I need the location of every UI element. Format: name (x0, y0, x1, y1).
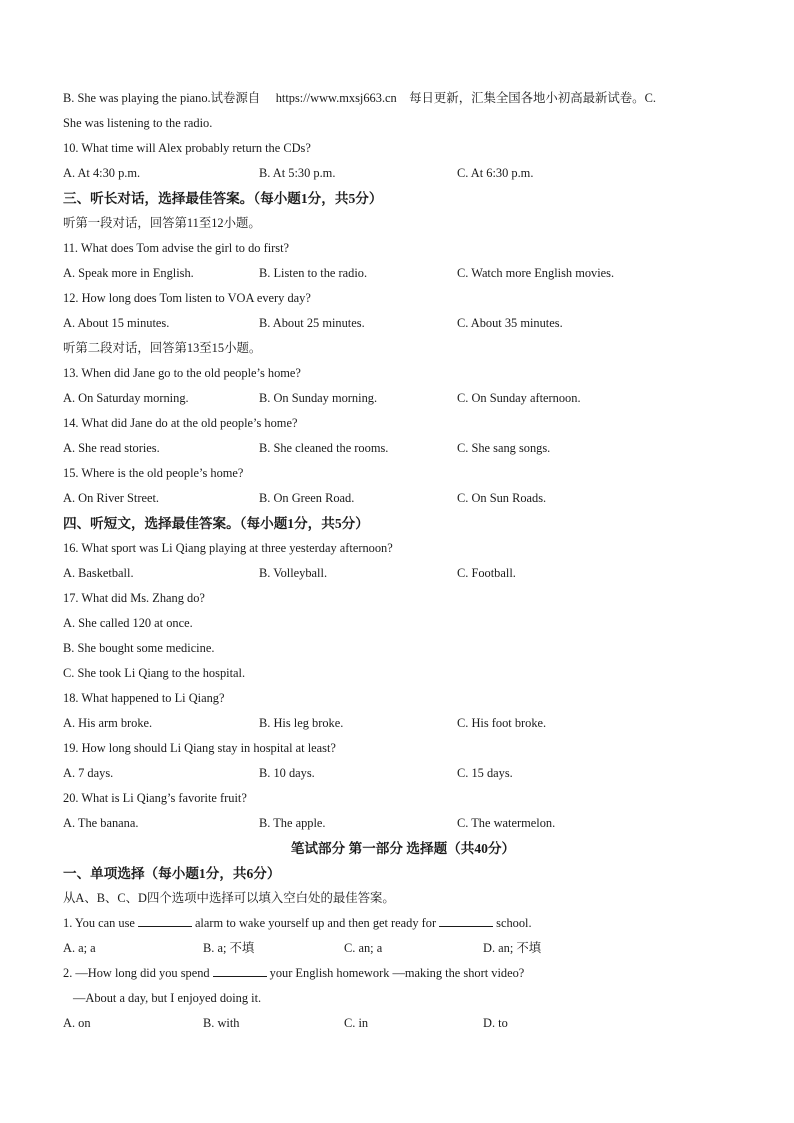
q19-options (63, 761, 743, 786)
q13-options (63, 386, 743, 411)
w-q1-option-b[interactable]: B. a; 不填 (203, 941, 255, 955)
q10-option-b[interactable]: B. At 5:30 p.m. (259, 166, 336, 180)
q10-option-c[interactable]: C. At 6:30 p.m. (457, 166, 534, 180)
q15-option-b[interactable]: B. On Green Road. (259, 491, 355, 505)
q10-options (63, 161, 743, 186)
q16-option-b[interactable]: B. Volleyball. (259, 566, 328, 580)
w-q2-option-b[interactable]: B. with (203, 1016, 240, 1030)
w-q1-part3: school. (496, 916, 532, 930)
q19-option-b[interactable]: B. 10 days. (259, 766, 315, 780)
q20-question: 20. What is Li Qiang’s favorite fruit? (63, 791, 247, 805)
w-q2-part2: your English homework —making the short video? (269, 966, 525, 980)
w-q1-part2: alarm to wake yourself up and then get ready for (194, 916, 437, 930)
w-q1-question (63, 911, 743, 936)
q15-question: 15. Where is the old people’s home? (63, 466, 244, 480)
q15-option-a[interactable]: A. On River Street. (63, 491, 160, 505)
q17-option-b[interactable]: B. She bought some medicine. (63, 641, 215, 655)
q11-options (63, 261, 743, 286)
q11-option-b[interactable]: B. Listen to the radio. (259, 266, 368, 280)
w-q1-part1: 1. You can use (63, 916, 135, 930)
q9-option-c-start: C. (644, 91, 656, 105)
w-q2-option-a[interactable]: A. on (63, 1016, 91, 1030)
q9-option-c: She was listening to the radio. (63, 116, 213, 130)
dialog2-intro: 听第二段对话，回答第13至15小题。 (63, 341, 262, 355)
q16-option-a[interactable]: A. Basketball. (63, 566, 134, 580)
q20-options (63, 811, 743, 836)
q18-question: 18. What happened to Li Qiang? (63, 691, 225, 705)
q12-question: 12. How long does Tom listen to VOA every day? (63, 291, 311, 305)
q13-option-c[interactable]: C. On Sunday afternoon. (457, 391, 581, 405)
q9-option-b-line (63, 86, 743, 111)
q14-option-c[interactable]: C. She sang songs. (457, 441, 551, 455)
q13-option-a[interactable]: A. On Saturday morning. (63, 391, 189, 405)
watermark-text: 试卷源自 (210, 91, 261, 105)
w-q2-option-d[interactable]: D. to (483, 1016, 508, 1030)
written-section1-title: 一、单项选择（每小题1分，共6分） (63, 866, 281, 881)
w-q1-blank-2 (439, 914, 493, 927)
q20-option-c[interactable]: C. The watermelon. (457, 816, 556, 830)
w-q1-option-c[interactable]: C. an; a (344, 941, 383, 955)
w-q2-reply: —About a day, but I enjoyed doing it. (73, 991, 262, 1005)
q16-question: 16. What sport was Li Qiang playing at three yesterday afternoon? (63, 541, 393, 555)
q11-option-c[interactable]: C. Watch more English movies. (457, 266, 615, 280)
section4-title: 四、听短文，选择最佳答案。（每小题1分，共5分） (63, 516, 369, 531)
q12-options (63, 311, 743, 336)
q20-option-a[interactable]: A. The banana. (63, 816, 139, 830)
watermark-note: 每日更新，汇集全国各地小初高最新试卷。 (409, 91, 645, 105)
q17-option-c[interactable]: C. She took Li Qiang to the hospital. (63, 666, 246, 680)
w-q2-blank (213, 964, 267, 977)
q10-question: 10. What time will Alex probably return the CDs? (63, 141, 311, 155)
section3-title: 三、听长对话，选择最佳答案。（每小题1分，共5分） (63, 191, 383, 206)
w-q1-options (63, 936, 743, 961)
q19-option-c[interactable]: C. 15 days. (457, 766, 513, 780)
q16-options (63, 561, 743, 586)
q12-option-a[interactable]: A. About 15 minutes. (63, 316, 170, 330)
q14-options (63, 436, 743, 461)
q16-option-c[interactable]: C. Football. (457, 566, 516, 580)
w-q2-options (63, 1011, 743, 1036)
q9-option-b: B. She was playing the piano. (63, 91, 211, 105)
q13-option-b[interactable]: B. On Sunday morning. (259, 391, 378, 405)
w-q2-option-c[interactable]: C. in (344, 1016, 369, 1030)
q12-option-b[interactable]: B. About 25 minutes. (259, 316, 365, 330)
q17-question: 17. What did Ms. Zhang do? (63, 591, 205, 605)
w-q2-question (63, 961, 743, 986)
written-header: 笔试部分 第一部分 选择题（共40分） (290, 841, 516, 856)
q10-option-a[interactable]: A. At 4:30 p.m. (63, 166, 141, 180)
q12-option-c[interactable]: C. About 35 minutes. (457, 316, 563, 330)
q11-question: 11. What does Tom advise the girl to do first? (63, 241, 290, 255)
q13-question: 13. When did Jane go to the old people’s home? (63, 366, 301, 380)
q18-option-a[interactable]: A. His arm broke. (63, 716, 153, 730)
q14-question: 14. What did Jane do at the old people’s home? (63, 416, 298, 430)
q17-option-a[interactable]: A. She called 120 at once. (63, 616, 193, 630)
q18-option-c[interactable]: C. His foot broke. (457, 716, 547, 730)
q14-option-a[interactable]: A. She read stories. (63, 441, 160, 455)
w-q1-option-d[interactable]: D. an; 不填 (483, 941, 542, 955)
q11-option-a[interactable]: A. Speak more in English. (63, 266, 194, 280)
q19-option-a[interactable]: A. 7 days. (63, 766, 114, 780)
q14-option-b[interactable]: B. She cleaned the rooms. (259, 441, 389, 455)
q19-question: 19. How long should Li Qiang stay in hospital at least? (63, 741, 336, 755)
w-q2-part1: 2. —How long did you spend (63, 966, 210, 980)
q20-option-b[interactable]: B. The apple. (259, 816, 326, 830)
dialog1-intro: 听第一段对话，回答第11至12小题。 (63, 216, 261, 230)
q18-options (63, 711, 743, 736)
written-instruction: 从A、B、C、D四个选项中选择可以填入空白处的最佳答案。 (63, 891, 395, 905)
w-q1-blank-1 (138, 914, 192, 927)
exam-page (63, 86, 743, 1036)
q15-options (63, 486, 743, 511)
q18-option-b[interactable]: B. His leg broke. (259, 716, 344, 730)
q15-option-c[interactable]: C. On Sun Roads. (457, 491, 547, 505)
watermark-url[interactable]: https://www.mxsj663.cn (275, 91, 397, 105)
w-q1-option-a[interactable]: A. a; a (63, 941, 96, 955)
